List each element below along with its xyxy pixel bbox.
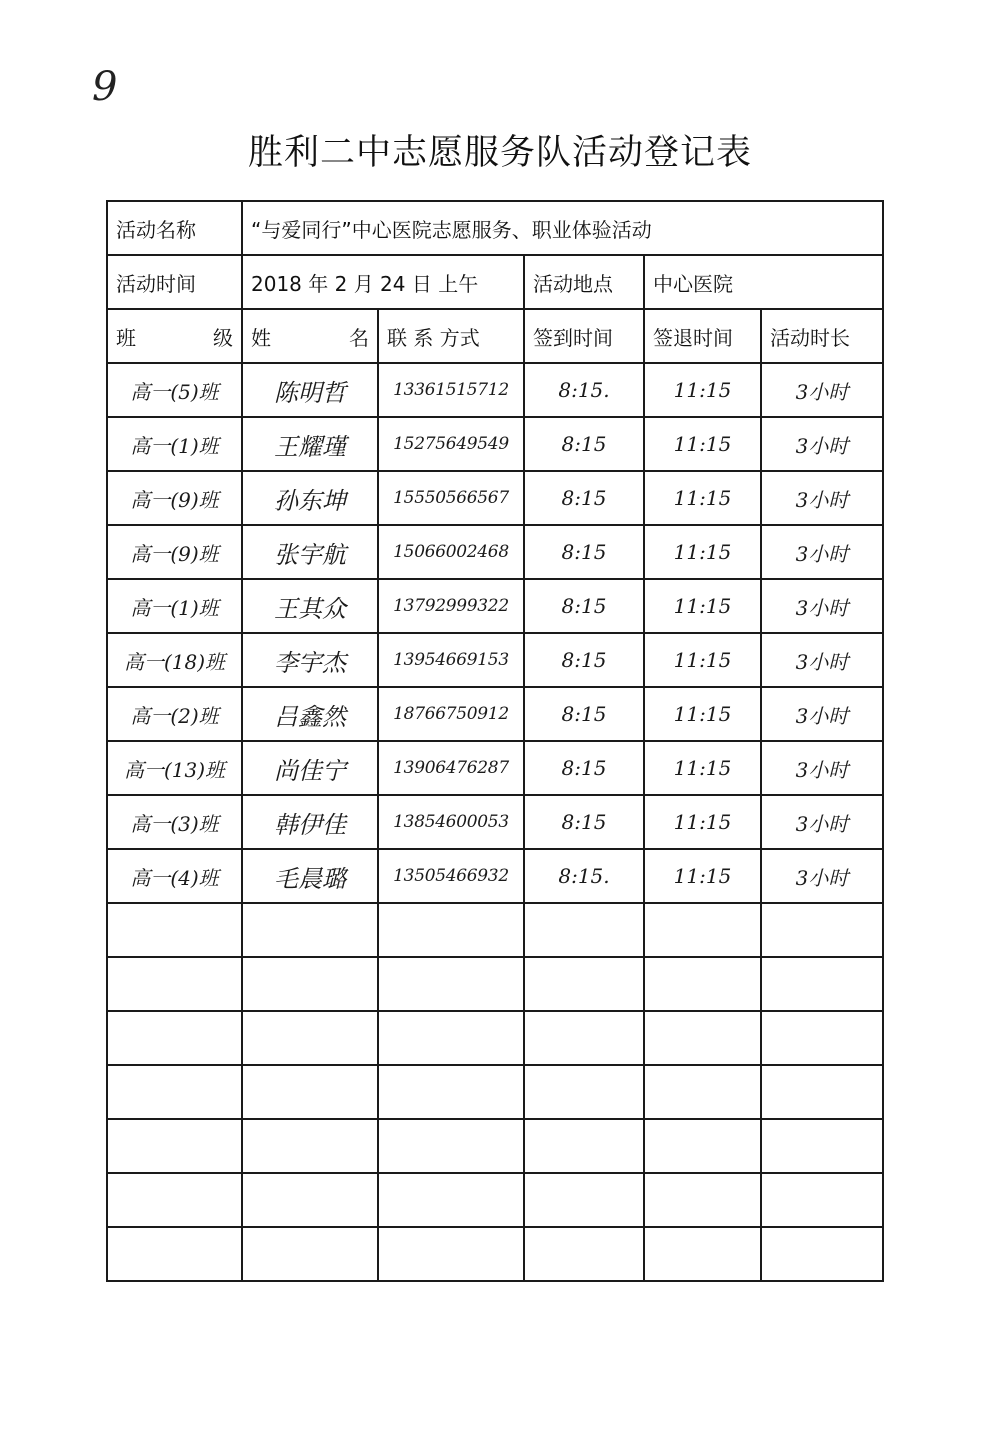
class-cell: 高一(13)班 xyxy=(107,741,242,795)
name-cell: 李宇杰 xyxy=(242,633,378,687)
empty-cell xyxy=(524,1011,644,1065)
table-row xyxy=(107,633,883,687)
sign-in-cell: 8:15 xyxy=(524,579,644,633)
header-name-char-2: 名 xyxy=(349,325,369,350)
class-cell: 高一(3)班 xyxy=(107,795,242,849)
table-row xyxy=(107,579,883,633)
empty-cell xyxy=(378,903,524,957)
activity-name-row xyxy=(107,201,883,255)
phone-cell: 18766750912 xyxy=(378,687,524,741)
duration-cell: 3小时 xyxy=(761,795,883,849)
sign-out-cell: 11:15 xyxy=(644,417,761,471)
activity-place-label: 活动地点 xyxy=(524,255,644,309)
empty-cell xyxy=(242,1065,378,1119)
activity-place-value: 中心医院 xyxy=(644,255,883,309)
empty-cell xyxy=(107,1065,242,1119)
column-header-row xyxy=(107,309,883,363)
empty-cell xyxy=(378,1119,524,1173)
empty-cell xyxy=(107,903,242,957)
empty-cell xyxy=(107,1173,242,1227)
header-sign-out: 签退时间 xyxy=(644,309,761,363)
empty-cell xyxy=(378,1011,524,1065)
empty-cell xyxy=(242,957,378,1011)
sign-out-cell: 11:15 xyxy=(644,795,761,849)
name-cell: 吕鑫然 xyxy=(242,687,378,741)
empty-cell xyxy=(524,1065,644,1119)
empty-cell xyxy=(378,1065,524,1119)
class-cell: 高一(1)班 xyxy=(107,579,242,633)
activity-name-value: “与爱同行”中心医院志愿服务、职业体验活动 xyxy=(242,201,883,255)
empty-row xyxy=(107,957,883,1011)
empty-cell xyxy=(378,1173,524,1227)
page-number: 9 xyxy=(92,64,118,110)
header-class xyxy=(107,309,242,363)
empty-cell xyxy=(761,1227,883,1281)
empty-row xyxy=(107,1065,883,1119)
sign-in-cell: 8:15 xyxy=(524,525,644,579)
class-cell: 高一(1)班 xyxy=(107,417,242,471)
empty-cell xyxy=(761,1173,883,1227)
sign-in-cell: 8:15 xyxy=(524,795,644,849)
sign-out-cell: 11:15 xyxy=(644,579,761,633)
empty-row xyxy=(107,903,883,957)
class-cell: 高一(18)班 xyxy=(107,633,242,687)
empty-cell xyxy=(524,1119,644,1173)
activity-time-row xyxy=(107,255,883,309)
empty-cell xyxy=(378,957,524,1011)
sign-in-cell: 8:15 xyxy=(524,471,644,525)
empty-cell xyxy=(761,1119,883,1173)
empty-cell xyxy=(644,1227,761,1281)
empty-row xyxy=(107,1011,883,1065)
phone-cell: 13792999322 xyxy=(378,579,524,633)
duration-cell: 3小时 xyxy=(761,579,883,633)
name-cell: 孙东坤 xyxy=(242,471,378,525)
duration-cell: 3小时 xyxy=(761,417,883,471)
table-row xyxy=(107,741,883,795)
empty-row xyxy=(107,1119,883,1173)
empty-cell xyxy=(524,903,644,957)
empty-cell xyxy=(761,1011,883,1065)
sign-in-cell: 8:15. xyxy=(524,363,644,417)
empty-cell xyxy=(242,1173,378,1227)
sign-in-cell: 8:15 xyxy=(524,687,644,741)
phone-cell: 15550566567 xyxy=(378,471,524,525)
sign-out-cell: 11:15 xyxy=(644,633,761,687)
sign-in-cell: 8:15 xyxy=(524,417,644,471)
empty-cell xyxy=(644,1011,761,1065)
table-row xyxy=(107,363,883,417)
phone-cell: 15066002468 xyxy=(378,525,524,579)
sign-out-cell: 11:15 xyxy=(644,471,761,525)
phone-cell: 13854600053 xyxy=(378,795,524,849)
duration-cell: 3小时 xyxy=(761,741,883,795)
phone-cell: 13954669153 xyxy=(378,633,524,687)
header-contact: 联 系 方式 xyxy=(378,309,524,363)
empty-cell xyxy=(242,903,378,957)
class-cell: 高一(2)班 xyxy=(107,687,242,741)
table-row xyxy=(107,849,883,903)
name-cell: 张宇航 xyxy=(242,525,378,579)
empty-cell xyxy=(644,1173,761,1227)
sign-in-cell: 8:15 xyxy=(524,633,644,687)
form-title: 胜利二中志愿服务队活动登记表 xyxy=(247,133,752,173)
phone-cell: 13361515712 xyxy=(378,363,524,417)
header-name xyxy=(242,309,378,363)
empty-cell xyxy=(242,1227,378,1281)
sign-out-cell: 11:15 xyxy=(644,741,761,795)
header-sign-in: 签到时间 xyxy=(524,309,644,363)
sign-out-cell: 11:15 xyxy=(644,687,761,741)
name-cell: 韩伊佳 xyxy=(242,795,378,849)
empty-cell xyxy=(107,1011,242,1065)
sign-out-cell: 11:15 xyxy=(644,363,761,417)
table-row xyxy=(107,795,883,849)
sign-in-cell: 8:15 xyxy=(524,741,644,795)
class-cell: 高一(5)班 xyxy=(107,363,242,417)
empty-cell xyxy=(524,1227,644,1281)
empty-cell xyxy=(242,1119,378,1173)
empty-cell xyxy=(761,903,883,957)
activity-name-label: 活动名称 xyxy=(107,201,242,255)
empty-cell xyxy=(107,957,242,1011)
empty-cell xyxy=(644,1119,761,1173)
sign-in-cell: 8:15. xyxy=(524,849,644,903)
class-cell: 高一(9)班 xyxy=(107,525,242,579)
name-cell: 毛晨璐 xyxy=(242,849,378,903)
duration-cell: 3小时 xyxy=(761,471,883,525)
header-class-char-1: 班 xyxy=(116,325,136,350)
empty-cell xyxy=(761,1065,883,1119)
duration-cell: 3小时 xyxy=(761,363,883,417)
duration-cell: 3小时 xyxy=(761,849,883,903)
empty-cell xyxy=(524,957,644,1011)
empty-cell xyxy=(644,1065,761,1119)
table-row xyxy=(107,687,883,741)
empty-row xyxy=(107,1227,883,1281)
phone-cell: 13906476287 xyxy=(378,741,524,795)
empty-cell xyxy=(761,957,883,1011)
phone-cell: 15275649549 xyxy=(378,417,524,471)
empty-cell xyxy=(107,1227,242,1281)
empty-cell xyxy=(644,903,761,957)
activity-time-value: 2018 年 2 月 24 日 上午 xyxy=(242,255,524,309)
name-cell: 陈明哲 xyxy=(242,363,378,417)
sign-out-cell: 11:15 xyxy=(644,849,761,903)
duration-cell: 3小时 xyxy=(761,687,883,741)
empty-cell xyxy=(524,1173,644,1227)
phone-cell: 13505466932 xyxy=(378,849,524,903)
name-cell: 王耀瑾 xyxy=(242,417,378,471)
duration-cell: 3小时 xyxy=(761,525,883,579)
name-cell: 尚佳宁 xyxy=(242,741,378,795)
activity-time-label: 活动时间 xyxy=(107,255,242,309)
duration-cell: 3小时 xyxy=(761,633,883,687)
class-cell: 高一(4)班 xyxy=(107,849,242,903)
header-duration: 活动时长 xyxy=(761,309,883,363)
sign-out-cell: 11:15 xyxy=(644,525,761,579)
empty-cell xyxy=(644,957,761,1011)
class-cell: 高一(9)班 xyxy=(107,471,242,525)
empty-cell xyxy=(378,1227,524,1281)
table-row xyxy=(107,417,883,471)
table-row xyxy=(107,471,883,525)
header-name-char-1: 姓 xyxy=(251,325,271,350)
header-class-char-2: 级 xyxy=(213,325,233,350)
name-cell: 王其众 xyxy=(242,579,378,633)
empty-cell xyxy=(242,1011,378,1065)
empty-cell xyxy=(107,1119,242,1173)
empty-row xyxy=(107,1173,883,1227)
registration-table xyxy=(106,200,884,1282)
table-row xyxy=(107,525,883,579)
